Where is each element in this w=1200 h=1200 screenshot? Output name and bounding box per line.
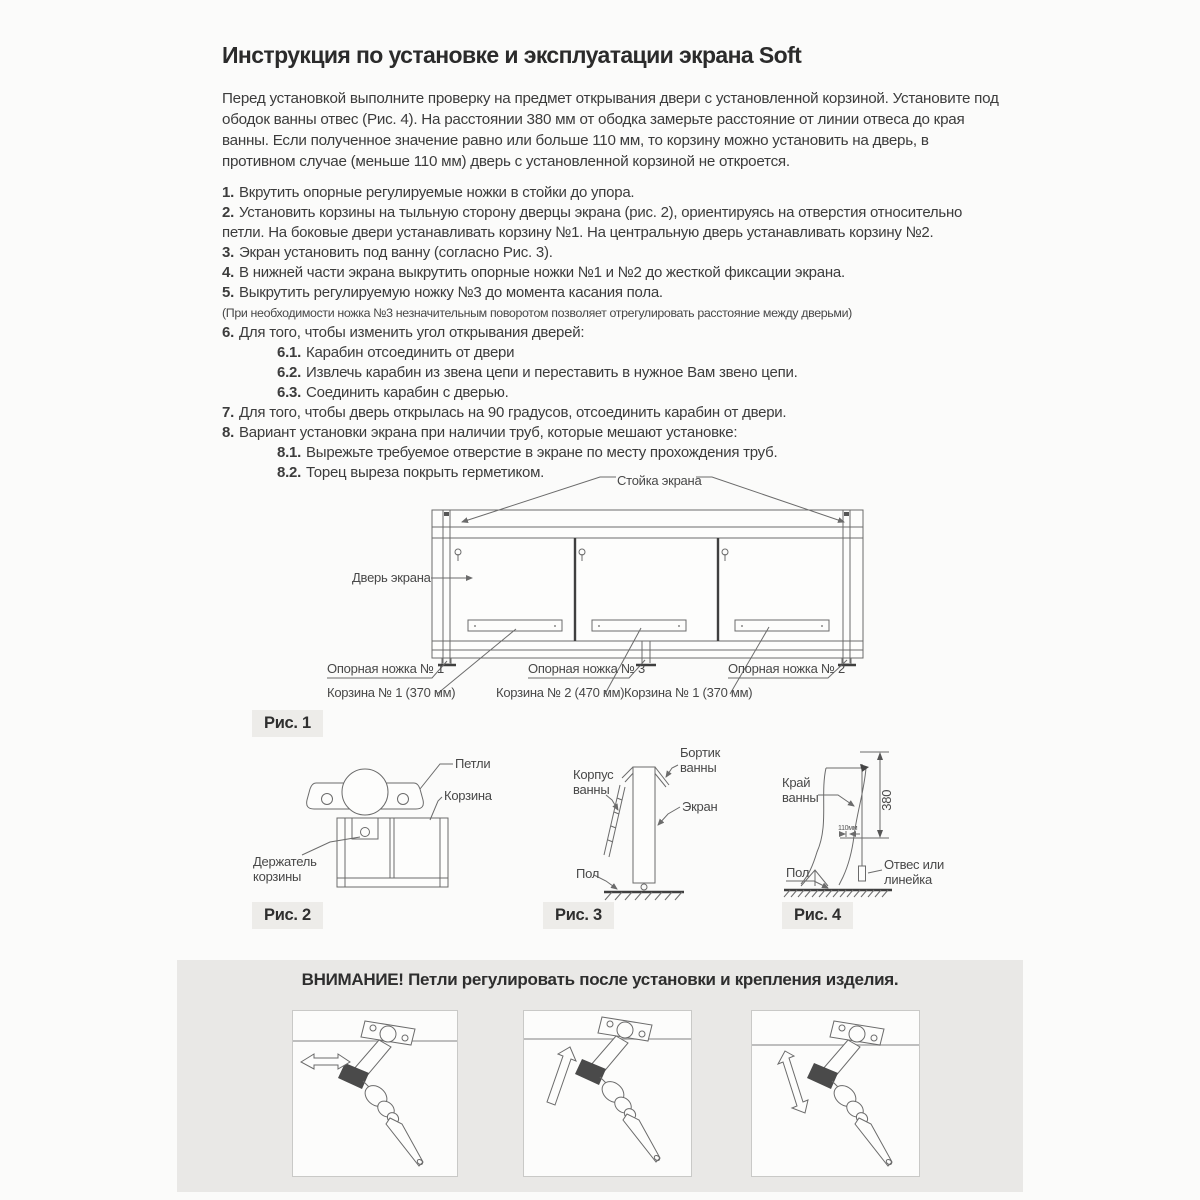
fig1-label-stand: Стойка экрана [617,473,702,488]
floor-hatch [604,892,684,900]
page-title: Инструкция по установке и эксплуатации экрана Soft [222,42,802,68]
adjust-arrow-icon [301,1054,350,1069]
instruction-step: 7. Для того, чтобы дверь открылась на 90 градусов, отсоединить карабин от двери. [222,404,787,421]
instruction-substep: 8.1. Вырежьте требуемое отверстие в экране по месту прохождения труб. [277,444,778,461]
adjust-arrow-icon [547,1047,576,1105]
intro-paragraph: Перед установкой выполните проверку на предмет открывания двери с установленной корзиной. Установите под ободок ванны отвес (Рис. 4). На расстоянии 380 мм от ободка замерьте расстояние от линии отвеса до края ванны. Если полученное значение равно или больше 110 мм, то корзину можно установить на дверь, в противном случае (меньше 110 мм) дверь с установленной корзиной не откроется. [222,90,999,170]
fig2-caption: Рис. 2 [252,902,323,929]
fig3-label-floor: Пол [576,866,600,881]
instruction-substep: 6.1. Карабин отсоединить от двери [277,344,515,361]
fig1-label-basket1a: Корзина № 1 (370 мм) [327,685,456,700]
fig4-label-edge: Край ванны [782,775,819,805]
fig3-drawing [560,740,780,908]
fig1-label-basket2: Корзина № 2 (470 мм) [496,685,625,700]
fig3-label-rim: Бортик ванны [680,745,721,775]
hinge-plate [307,769,424,815]
fig3-label-body: Корпус ванны [573,767,614,797]
warning-text: ВНИМАНИЕ! Петли регулировать после установки и крепления изделия. [301,970,899,989]
screen-section [633,767,655,890]
fig2-label-holder: Держатель корзины [253,854,317,884]
fig1-label-door: Дверь экрана [352,570,431,585]
hinge-diagram-box-3 [751,1010,920,1177]
fig3-label-screen: Экран [682,799,718,814]
instruction-step: 1. Вкрутить опорные регулируемые ножки в стойки до упора. [222,184,635,201]
fig4-label-380: 380 [878,789,894,811]
fig1-caption: Рис. 1 [252,710,323,737]
instruction-step: 4. В нижней части экрана выкрутить опорные ножки №1 и №2 до жесткой фиксации экрана. [222,264,845,281]
instruction-step: 8. Вариант установки экрана при наличии труб, которые мешают установке: [222,424,738,441]
fig1-drawing [320,460,880,715]
hinge-diagram-box-1 [292,1010,458,1177]
instruction-step: 6. Для того, чтобы изменить угол открывания дверей: [222,324,585,341]
instruction-substep: 8.2. Торец выреза покрыть герметиком. [277,464,545,481]
instruction-steps [222,183,1000,483]
fig1-label-leg2: Опорная ножка № 2 [728,661,845,676]
fig2-drawing [250,745,480,910]
instruction-substep: 6.2. Извлечь карабин из звена цепи и переставить в нужное Вам звено цепи. [277,364,798,381]
adjust-arrow-icon [778,1051,808,1113]
instruction-step: 2. Установить корзины на тыльную сторону дверцы экрана (рис. 2), ориентируясь на отверстия относительно петли. На боковые двери устанавливать корзину №1. На центральную дверь устанавливать корзину №2. [222,204,963,241]
hinge-illustration [807,1021,893,1166]
screen-frame [432,510,863,665]
fig4-label-110: 110мм [838,825,858,832]
fig1-label-leg1: Опорная ножка № 1 [327,661,444,676]
hinge-diagram-box-2 [523,1010,692,1177]
fig4-label-floor: Пол [786,865,810,880]
instruction-step: 3. Экран установить под ванну (согласно Рис. 3). [222,244,553,261]
instruction-note: (При необходимости ножка №3 незначительным поворотом позволяет отрегулировать расстояние между дверьми) [222,306,852,320]
plumb-line [859,764,870,881]
fig2-label-basket: Корзина [444,788,492,803]
floor-hatch [784,890,892,897]
fig3-caption: Рис. 3 [543,902,614,929]
hinge-illustration [338,1021,424,1166]
instruction-substep: 6.3. Соединить карабин с дверью. [277,384,509,401]
basket-shape [337,818,448,887]
fig4-caption: Рис. 4 [782,902,853,929]
fig2-label-hinges: Петли [455,756,491,771]
fig1-label-leg3: Опорная ножка № 3 [528,661,645,676]
fig1-label-basket1b: Корзина № 1 (370 мм) [624,685,753,700]
fig4-label-plumb: Отвес или линейка [884,857,945,887]
instruction-step: 5. Выкрутить регулируемую ножку №3 до момента касания пола. [222,284,663,301]
